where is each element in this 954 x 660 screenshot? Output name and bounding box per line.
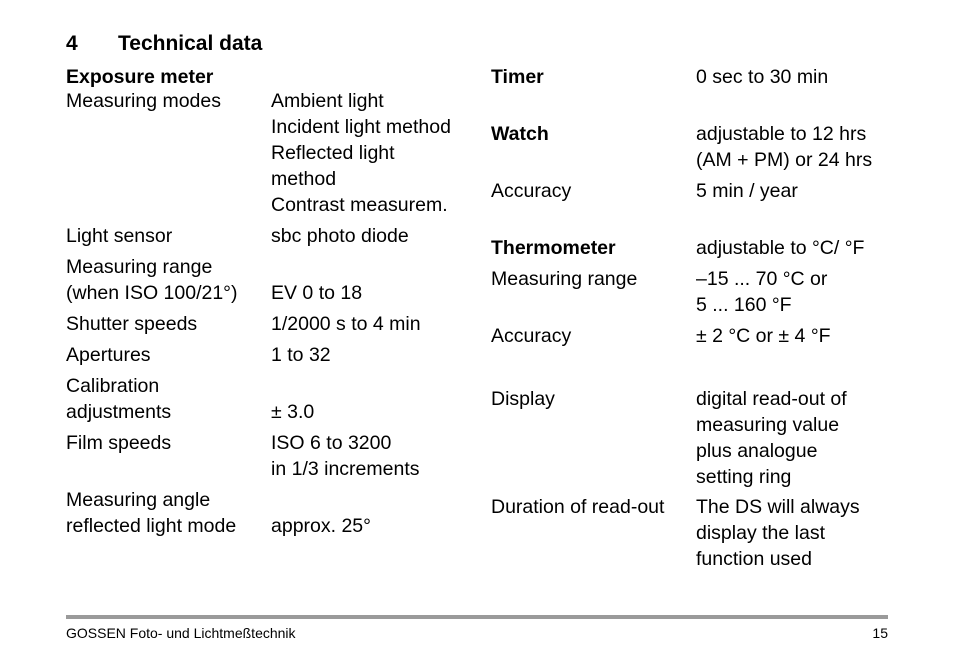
display-value-1: digital read-out of xyxy=(696,388,847,410)
display-label: Display xyxy=(491,388,555,410)
timer-value: 0 sec to 30 min xyxy=(696,66,829,88)
footer-divider xyxy=(66,615,888,619)
measuring-modes-value-4: method xyxy=(271,168,337,190)
measuring-modes-value-2: Incident light method xyxy=(271,116,451,138)
watch-accuracy-value: 5 min / year xyxy=(696,180,798,202)
display-value-2: measuring value xyxy=(696,414,840,436)
watch-value-2: (AM + PM) or 24 hrs xyxy=(696,149,873,171)
thermo-range-value-1: –15 ... 70 °C or xyxy=(696,268,828,290)
watch-accuracy-label: Accuracy xyxy=(491,180,572,202)
duration-value-1: The DS will always xyxy=(696,496,860,518)
thermometer-value: adjustable to °C/ °F xyxy=(696,237,865,259)
calibration-value: ± 3.0 xyxy=(271,401,315,423)
light-sensor-value: sbc photo diode xyxy=(271,225,409,247)
thermometer-heading: Thermometer xyxy=(491,237,616,259)
duration-value-2: display the last xyxy=(696,522,825,544)
measuring-angle-label-1: Measuring angle xyxy=(66,489,211,511)
film-speeds-value-1: ISO 6 to 3200 xyxy=(271,432,392,454)
shutter-speeds-label: Shutter speeds xyxy=(66,313,198,335)
measuring-range-label-1: Measuring range xyxy=(66,256,213,278)
measuring-modes-value-1: Ambient light xyxy=(271,90,384,112)
film-speeds-label: Film speeds xyxy=(66,432,172,454)
thermo-range-label: Measuring range xyxy=(491,268,638,290)
duration-value-3: function used xyxy=(696,548,813,570)
exposure-meter-heading: Exposure meter xyxy=(66,66,214,88)
thermo-accuracy-label: Accuracy xyxy=(491,325,572,347)
section-number: 4 xyxy=(66,32,78,55)
measuring-modes-value-3: Reflected light xyxy=(271,142,395,164)
section-title: Technical data xyxy=(118,32,263,55)
thermo-range-value-2: 5 ... 160 °F xyxy=(696,294,792,316)
footer-publisher: GOSSEN Foto- und Lichtmeßtechnik xyxy=(66,625,296,641)
duration-label: Duration of read-out xyxy=(491,496,665,518)
light-sensor-label: Light sensor xyxy=(66,225,173,247)
measuring-modes-label: Measuring modes xyxy=(66,90,221,112)
page-number: 15 xyxy=(872,625,888,641)
apertures-label: Apertures xyxy=(66,344,151,366)
measuring-modes-value-5: Contrast measurem. xyxy=(271,194,448,216)
timer-heading: Timer xyxy=(491,66,544,88)
measuring-range-value: EV 0 to 18 xyxy=(271,282,363,304)
watch-heading: Watch xyxy=(491,123,549,145)
calibration-label-1: Calibration xyxy=(66,375,160,397)
apertures-value: 1 to 32 xyxy=(271,344,331,366)
measuring-angle-label-2: reflected light mode xyxy=(66,515,237,537)
shutter-speeds-value: 1/2000 s to 4 min xyxy=(271,313,421,335)
measuring-angle-value: approx. 25° xyxy=(271,515,371,537)
display-value-4: setting ring xyxy=(696,466,792,488)
thermo-accuracy-value: ± 2 °C or ± 4 °F xyxy=(696,325,831,347)
calibration-label-2: adjustments xyxy=(66,401,172,423)
film-speeds-value-2: in 1/3 increments xyxy=(271,458,420,480)
measuring-range-label-2: (when ISO 100/21°) xyxy=(66,282,238,304)
watch-value-1: adjustable to 12 hrs xyxy=(696,123,867,145)
display-value-3: plus analogue xyxy=(696,440,818,462)
